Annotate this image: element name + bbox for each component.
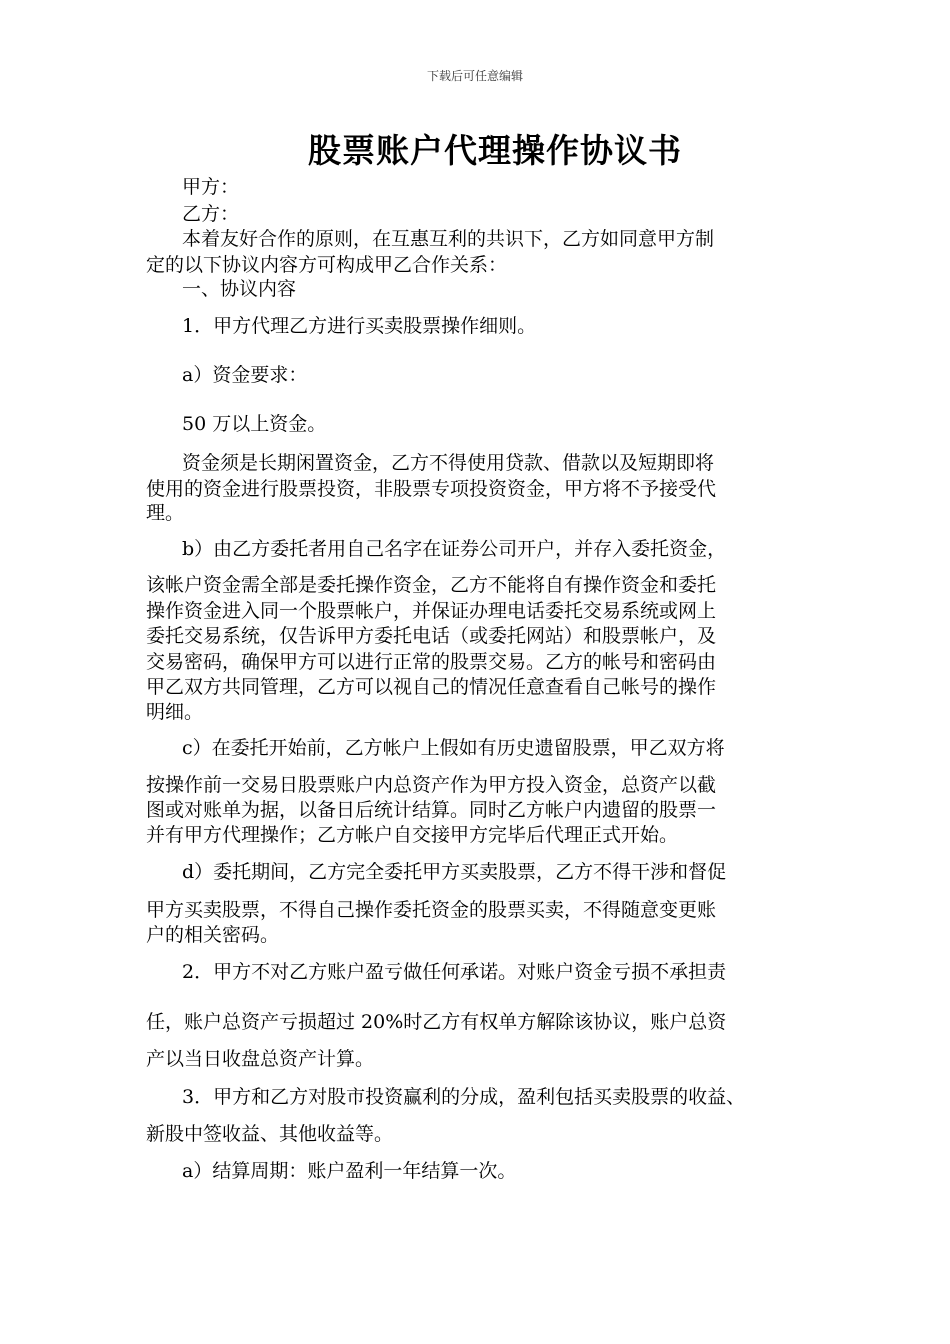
clause-1a-detail-line: 理。 [146,502,185,524]
clause-1d-line: 甲方买卖股票，不得自己操作委托资金的股票买卖，不得随意变更账 [146,899,717,921]
clause-1b-line: 委托交易系统，仅告诉甲方委托电话（或委托网站）和股票帐户，及 [146,625,717,647]
party-a-label: 甲方： [182,176,240,198]
clause-1c-line: 图或对账单为据，以备日后统计结算。同时乙方帐户内遗留的股票一 [146,799,717,821]
clause-1b-line: 甲乙双方共同管理，乙方可以视自己的情况任意查看自己帐号的操作 [146,676,717,698]
clause-1a-detail-line: 使用的资金进行股票投资，非股票专项投资资金，甲方将不予接受代 [146,478,717,500]
document-title: 股票账户代理操作协议书 [308,131,682,170]
clause-3-line: 新股中签收益、其他收益等。 [146,1123,394,1145]
clause-1a-detail-line: 资金须是长期闲置资金，乙方不得使用贷款、借款以及短期即将 [182,452,715,474]
party-b-label: 乙方： [182,203,240,225]
intro-line: 本着友好合作的原则，在互惠互利的共识下，乙方如同意甲方制 [182,228,715,250]
clause-1c-line: c）在委托开始前，乙方帐户上假如有历史遗留股票，甲乙双方将 [182,737,725,759]
clause-1b-line: 明细。 [146,701,204,723]
clause-3-line: 3．甲方和乙方对股市投资赢利的分成，盈利包括买卖股票的收益、 [182,1086,746,1108]
intro-line: 定的以下协议内容方可构成甲乙合作关系： [146,254,508,276]
clause-2-line: 2．甲方不对乙方账户盈亏做任何承诺。对账户资金亏损不承担责 [182,961,727,983]
clause-1d-line: d）委托期间，乙方完全委托甲方买卖股票，乙方不得干涉和督促 [182,861,727,883]
section-heading: 一、协议内容 [182,278,297,300]
clause-1b-line: 交易密码，确保甲方可以进行正常的股票交易。乙方的帐号和密码由 [146,651,717,673]
clause-1a-label: a）资金要求： [182,364,308,386]
clause-1: 1．甲方代理乙方进行买卖股票操作细则。 [182,315,537,337]
clause-1c-line: 按操作前一交易日股票账户内总资产作为甲方投入资金，总资产以截 [146,774,717,796]
clause-1d-line: 户的相关密码。 [146,924,280,946]
clause-1a-amount: 50 万以上资金。 [182,413,327,435]
clause-1b-line: 操作资金进入同一个股票帐户，并保证办理电话委托交易系统或网上 [146,600,717,622]
clause-2-line: 产以当日收盘总资产计算。 [146,1048,375,1070]
clause-3a: a）结算周期：账户盈利一年结算一次。 [182,1160,517,1182]
clause-1b-line: b）由乙方委托者用自己名字在证券公司开户，并存入委托资金， [182,538,727,560]
clause-1b-line: 该帐户资金需全部是委托操作资金，乙方不能将自有操作资金和委托 [146,574,717,596]
header-note: 下载后可任意编辑 [426,69,523,83]
clause-1c-line: 并有甲方代理操作；乙方帐户自交接甲方完毕后代理正式开始。 [146,824,679,846]
clause-2-line: 任，账户总资产亏损超过 20%时乙方有权单方解除该协议，账户总资 [146,1011,727,1033]
